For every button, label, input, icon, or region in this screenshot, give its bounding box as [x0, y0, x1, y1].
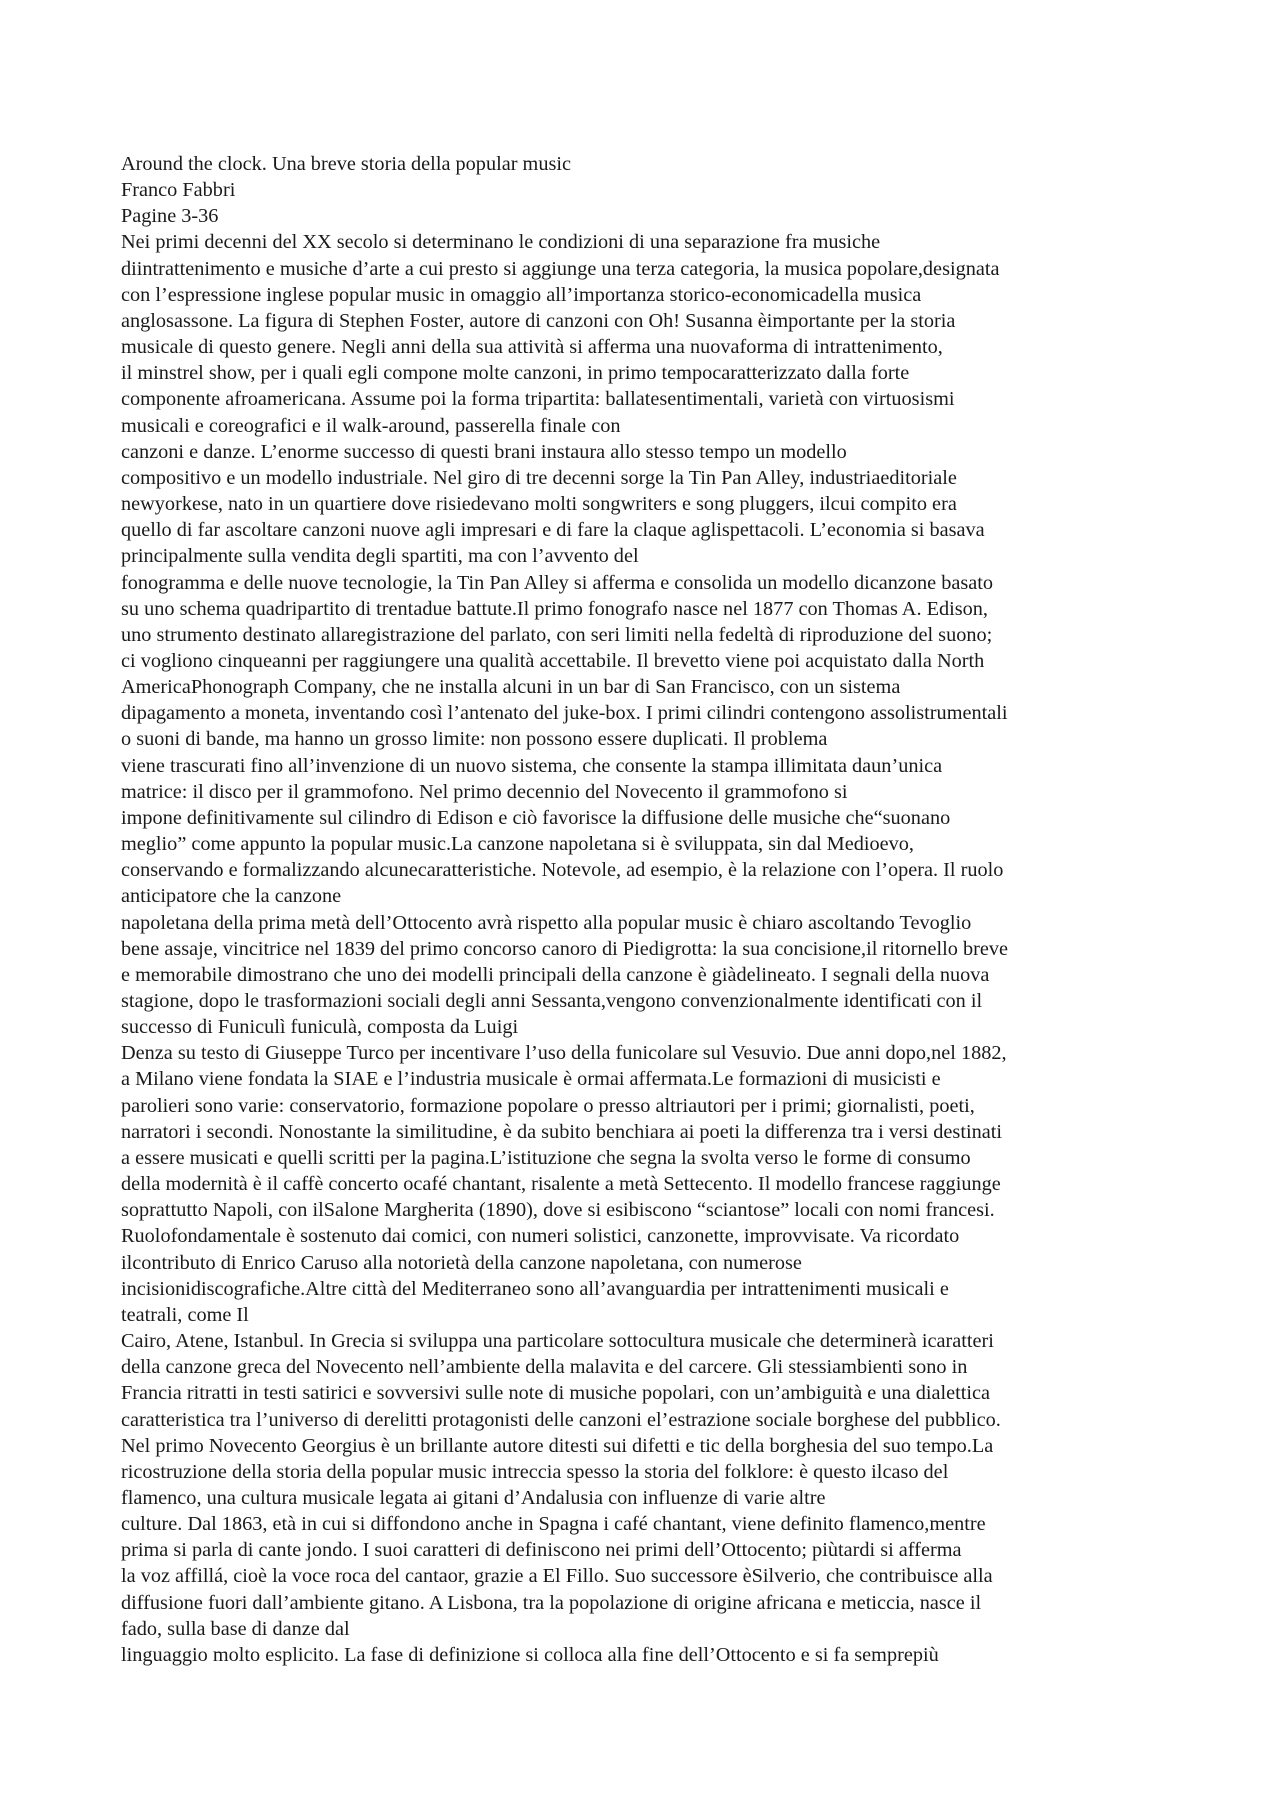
body-text-line: impone definitivamente sul cilindro di Edison e ciò favorisce la diffusione delle musiche che“suonano: [121, 806, 951, 829]
body-text-line: soprattutto Napoli, con ilSalone Margherita (1890), dove si esibiscono “sciantose” locali con nomi francesi.: [121, 1199, 995, 1222]
document-title: Around the clock. Una breve storia della popular music: [121, 153, 571, 175]
body-text-line: il minstrel show, per i quali egli compone molte canzoni, in primo tempocaratterizzato dalla forte: [121, 362, 910, 385]
body-text-line: culture. Dal 1863, età in cui si diffondono anche in Spagna i café chantant, viene definito flamenco,mentre: [121, 1513, 986, 1536]
body-text-line: su uno schema quadripartito di trentadue battute.Il primo fonografo nasce nel 1877 con Thomas A. Edison,: [121, 597, 989, 620]
body-text-line: quello di far ascoltare canzoni nuove agli impresari e di fare la claque aglispettacoli. L’economia si basava: [121, 519, 985, 542]
body-text-line: principalmente sulla vendita degli spartiti, ma con l’avvento del: [121, 545, 639, 568]
body-text-line: ci vogliono cinqueanni per raggiungere una qualità accettabile. Il brevetto viene poi acquistato dalla North: [121, 649, 985, 672]
body-text-line: componente afroamericana. Assume poi la forma tripartita: ballatesentimentali, varietà con virtuosismi: [121, 388, 955, 411]
body-text-line: parolieri sono varie: conservatorio, formazione popolare o presso altriautori per i primi; giornalisti, poeti,: [121, 1094, 975, 1117]
body-text-line: caratteristica tra l’universo di derelitti protagonisti delle canzoni el’estrazione sociale borghese del pubblico.: [121, 1408, 1001, 1431]
body-text-line: flamenco, una cultura musicale legata ai gitani d’Andalusia con influenze di varie altre: [121, 1486, 826, 1509]
document-body: [121, 229, 1181, 1668]
body-text-line: successo di Funiculì funiculà, composta da Luigi: [121, 1016, 519, 1039]
body-text-line: della canzone greca del Novecento nell’ambiente della malavita e del carcere. Gli stessiambienti sono in: [121, 1356, 968, 1379]
document-pages: Pagine 3-36: [121, 205, 219, 228]
body-text-line: ricostruzione della storia della popular music intreccia spesso la storia del folklore: è questo ilcaso del: [121, 1460, 949, 1483]
body-text-line: Nel primo Novecento Georgius è un brillante autore ditesti sui difetti e tic della borghesia del suo tempo.La: [121, 1434, 994, 1457]
body-text-line: narratori i secondi. Nonostante la similitudine, è da subito benchiara ai poeti la differenza tra i versi destinati: [121, 1120, 1003, 1143]
body-text-line: uno strumento destinato allaregistrazione del parlato, con seri limiti nella fedeltà di riproduzione del suono;: [121, 623, 993, 646]
body-text-line: dipagamento a moneta, inventando così l’antenato del juke-box. I primi cilindri contengono assolistrumentali: [121, 702, 1008, 725]
body-text-line: matrice: il disco per il grammofono. Nel primo decennio del Novecento il grammofono si: [121, 780, 848, 803]
body-text-line: diffusione fuori dall’ambiente gitano. A Lisbona, tra la popolazione di origine africana e meticcia, nasce il: [121, 1591, 982, 1614]
body-text-line: della modernità è il caffè concerto ocafé chantant, risalente a metà Settecento. Il modello francese raggiunge: [121, 1173, 1001, 1196]
body-text-line: anticipatore che la canzone: [121, 885, 342, 908]
body-text-line: Nei primi decenni del XX secolo si determinano le condizioni di una separazione fra musiche: [121, 231, 881, 254]
body-text-line: e memorabile dimostrano che uno dei modelli principali della canzone è giàdelineato. I segnali della nuova: [121, 963, 990, 986]
body-text-line: musicali e coreografici e il walk-around, passerella finale con: [121, 414, 621, 437]
body-text-line: musicale di questo genere. Negli anni della sua attività si afferma una nuovaforma di intrattenimento,: [121, 336, 943, 359]
body-text-line: napoletana della prima metà dell’Ottocento avrà rispetto alla popular music è chiaro ascoltando Tevoglio: [121, 911, 972, 934]
body-text-line: diintrattenimento e musiche d’arte a cui presto si aggiunge una terza categoria, la musica popolare,designata: [121, 257, 1000, 280]
document-text: [121, 151, 1181, 1668]
document-author: Franco Fabbri: [121, 179, 236, 202]
body-text-line: o suoni di bande, ma hanno un grosso limite: non possono essere duplicati. Il problema: [121, 728, 828, 751]
body-text-line: anglosassone. La figura di Stephen Foster, autore di canzoni con Oh! Susanna èimportante per la storia: [121, 309, 956, 332]
body-text-line: linguaggio molto esplicito. La fase di definizione si colloca alla fine dell’Ottocento e si fa semprepiù: [121, 1643, 939, 1666]
body-text-line: viene trascurati fino all’invenzione di un nuovo sistema, che consente la stampa illimitata daun’unica: [121, 754, 943, 777]
body-text-line: con l’espressione inglese popular music in omaggio all’importanza storico-economicadella musica: [121, 283, 922, 306]
body-text-line: prima si parla di cante jondo. I suoi caratteri di definiscono nei primi dell’Ottocento; piùtardi si afferma: [121, 1539, 962, 1562]
body-text-line: bene assaje, vincitrice nel 1839 del primo concorso canoro di Piedigrotta: la sua concisione,il ritornello breve: [121, 937, 1009, 960]
body-text-line: canzoni e danze. L’enorme successo di questi brani instaura allo stesso tempo un modello: [121, 440, 847, 463]
body-text-line: fado, sulla base di danze dal: [121, 1617, 350, 1640]
body-text-line: la voz affillá, cioè la voce roca del cantaor, grazie a El Fillo. Suo successore èSilverio, che contribuisce alla: [121, 1565, 993, 1588]
body-text-line: stagione, dopo le trasformazioni sociali degli anni Sessanta,vengono convenzionalmente identificati con il: [121, 990, 983, 1012]
body-text-line: meglio” come appunto la popular music.La canzone napoletana si è sviluppata, sin dal Medioevo,: [121, 833, 914, 856]
body-text-line: a Milano viene fondata la SIAE e l’industria musicale è ormai affermata.Le formazioni di musicisti e: [121, 1068, 941, 1091]
body-text-line: Ruolofondamentale è sostenuto dai comici, con numeri solistici, canzonette, improvvisate. Va ricordato: [121, 1225, 960, 1248]
body-text-line: teatrali, come Il: [121, 1303, 249, 1326]
body-text-line: incisionidiscografiche.Altre città del Mediterraneo sono all’avanguardia per intrattenimenti musicali e: [121, 1277, 949, 1300]
body-text-line: fonogramma e delle nuove tecnologie, la Tin Pan Alley si afferma e consolida un modello dicanzone basato: [121, 571, 994, 594]
body-text-line: Cairo, Atene, Istanbul. In Grecia si sviluppa una particolare sottocultura musicale che determinerà icaratteri: [121, 1330, 994, 1353]
body-text-line: compositivo e un modello industriale. Nel giro di tre decenni sorge la Tin Pan Alley, industriaeditoriale: [121, 466, 957, 489]
body-text-line: ilcontributo di Enrico Caruso alla notorietà della canzone napoletana, con numerose: [121, 1251, 802, 1274]
body-text-line: a essere musicati e quelli scritti per la pagina.L’istituzione che segna la svolta verso le forme di consumo: [121, 1146, 971, 1169]
body-text-line: newyorkese, nato in un quartiere dove risiedevano molti songwriters e song pluggers, ilcui compito era: [121, 493, 957, 516]
body-text-line: conservando e formalizzando alcunecaratteristiche. Notevole, ad esempio, è la relazione con l’opera. Il ruolo: [121, 859, 1004, 882]
body-text-line: AmericaPhonograph Company, che ne installa alcuni in un bar di San Francisco, con un sistema: [121, 676, 901, 699]
body-text-line: Denza su testo di Giuseppe Turco per incentivare l’uso della funicolare sul Vesuvio. Due anni dopo,nel 1882,: [121, 1042, 1007, 1065]
body-text-line: Francia ritratti in testi satirici e sovversivi sulle note di musiche popolari, con un’ambiguità e una dialettica: [121, 1382, 991, 1405]
